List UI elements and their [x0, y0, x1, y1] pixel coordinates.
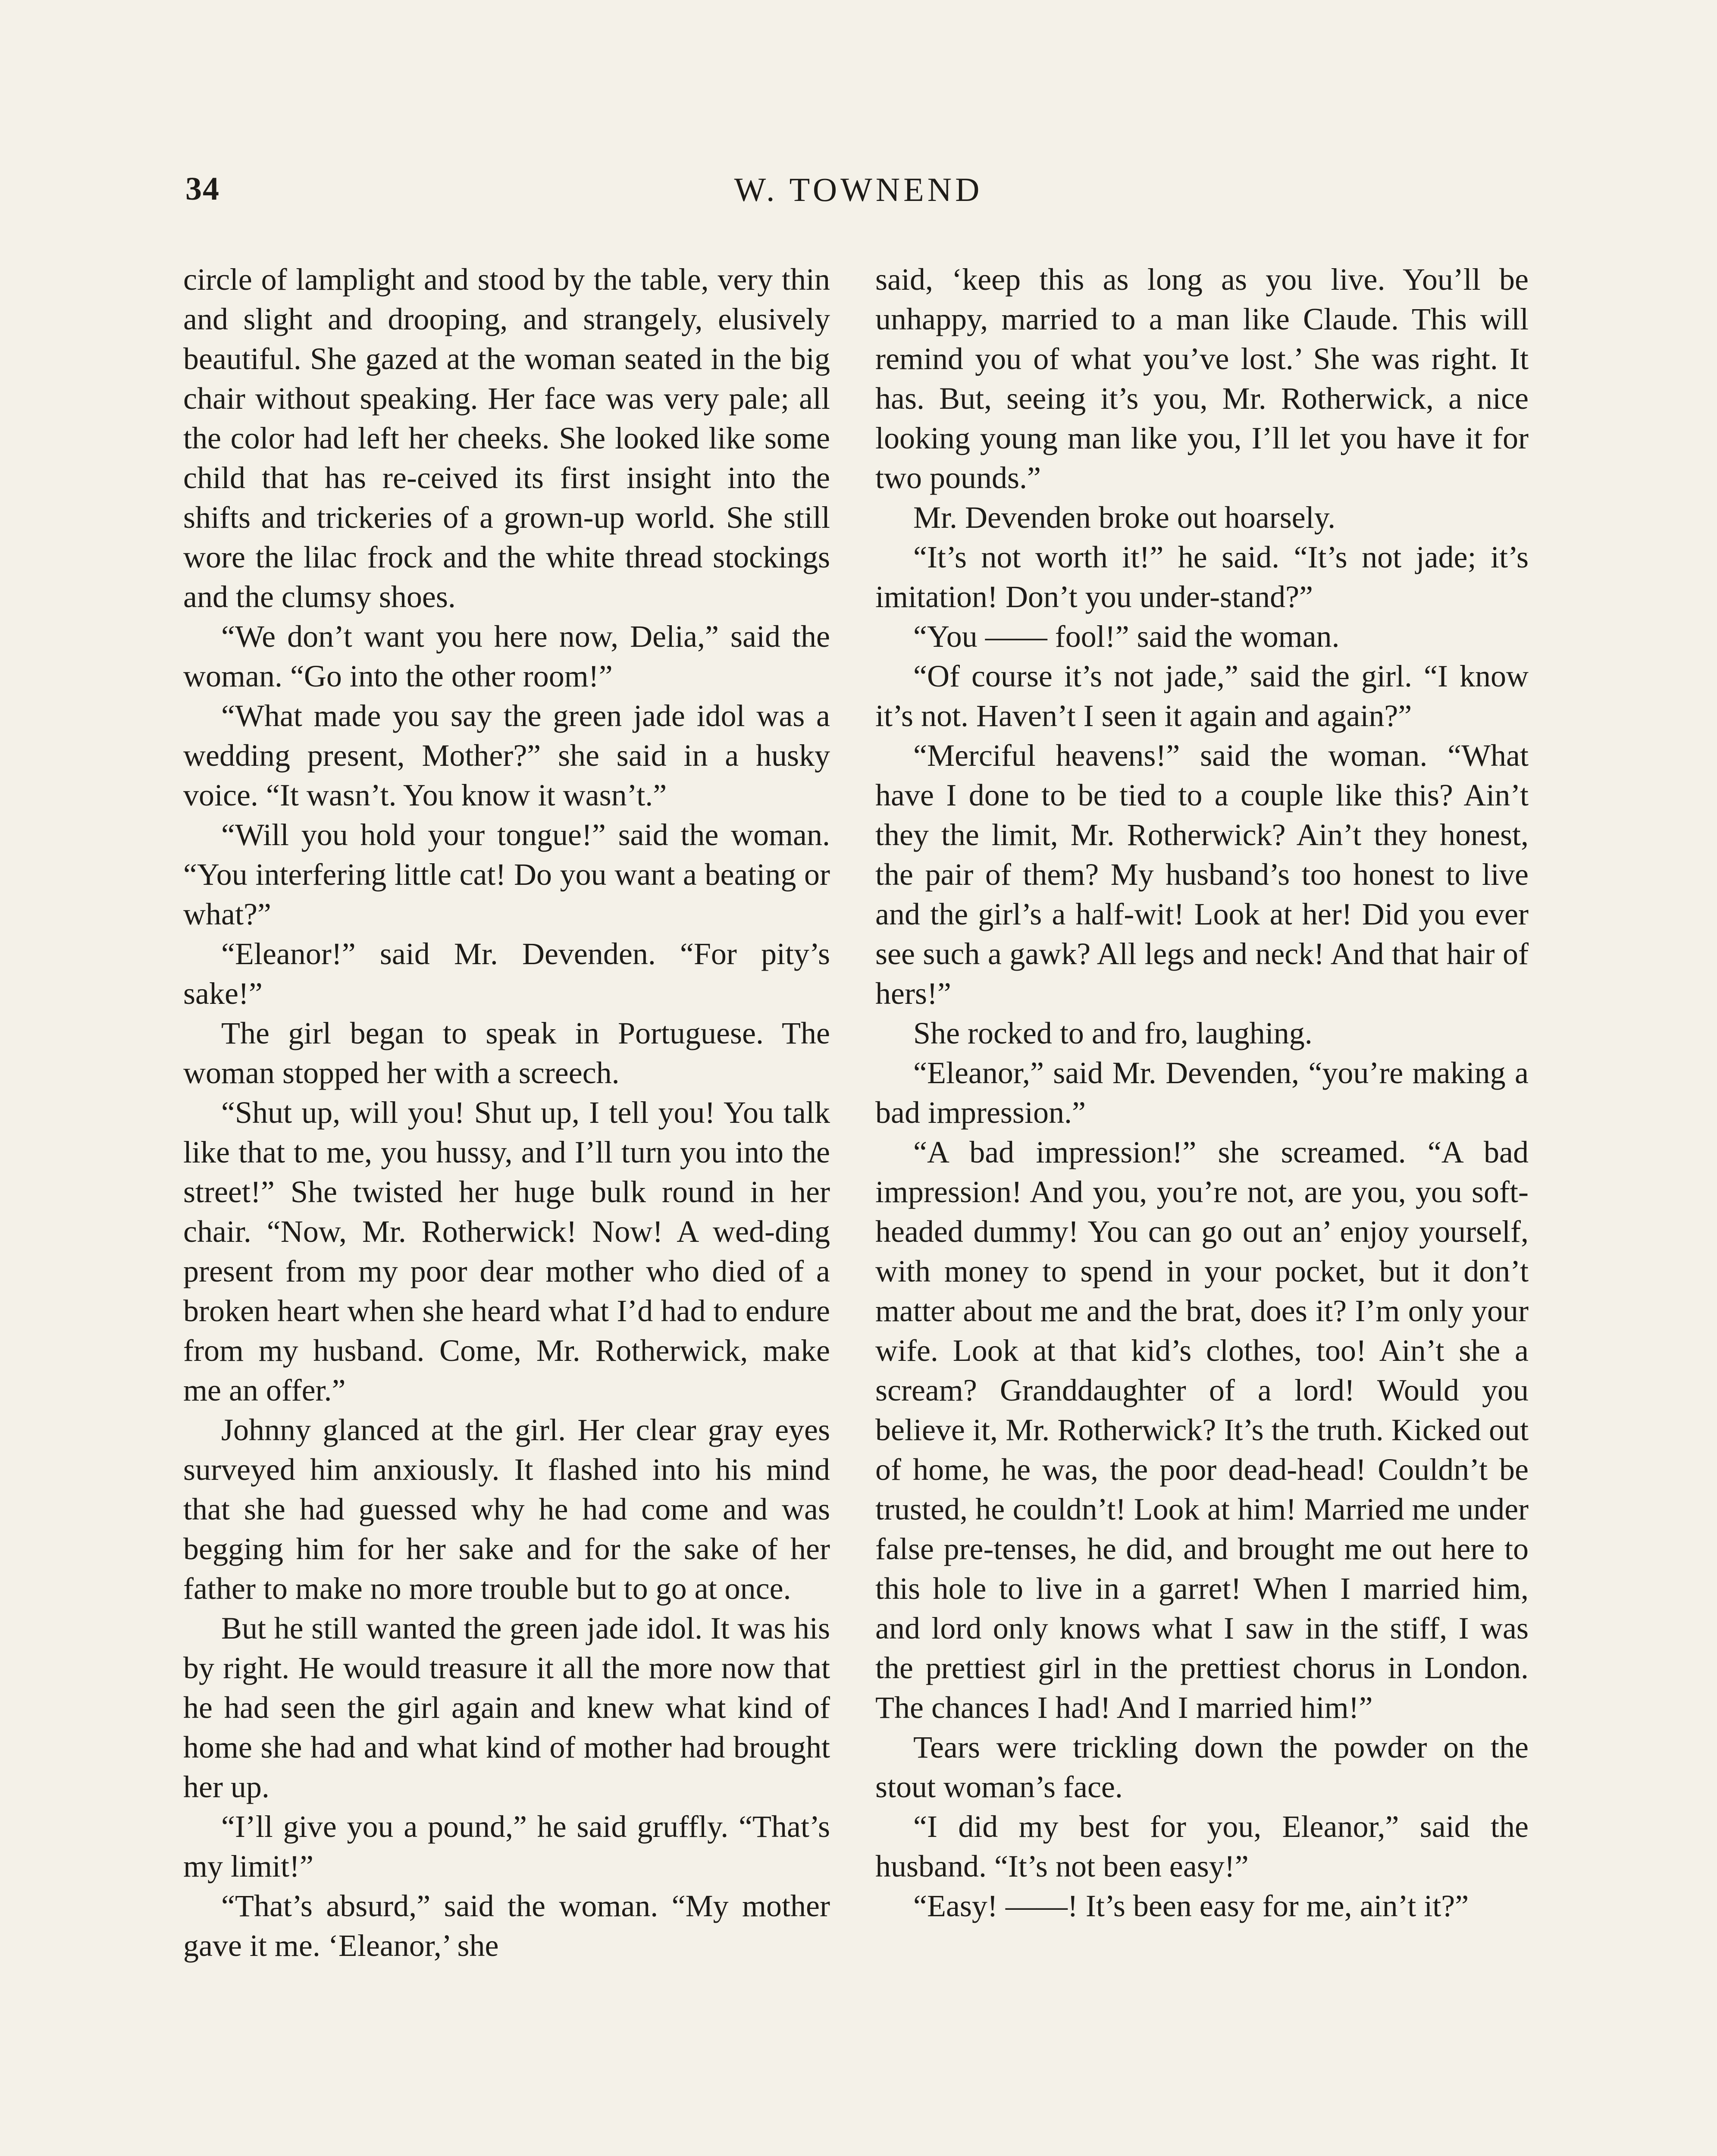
paragraph: “Will you hold your tongue!” said the woman. “You interfering little cat! Do you want a beating or what?” — [183, 818, 830, 931]
right-text-column — [875, 260, 1529, 1926]
paragraph: She rocked to and fro, laughing. — [913, 1016, 1313, 1050]
paragraph: “Shut up, will you! Shut up, I tell you! You talk like that to me, you hussy, and I’ll turn you into the street!” She twisted her huge bulk round in her chair. “Now, Mr. Rotherwick! Now! A wed-ding present from my poor dear mother who died of a broken heart when she heard what I’d had to endure from my husband. Come, Mr. Rotherwick, make me an offer.” — [183, 1095, 830, 1407]
paragraph: “Of course it’s not jade,” said the girl. “I know it’s not. Haven’t I seen it again and again?” — [875, 659, 1529, 733]
page-header — [185, 170, 1532, 222]
left-text-column — [183, 260, 830, 1965]
paragraph: “That’s absurd,” said the woman. “My mother gave it me. ‘Eleanor,’ she — [183, 1889, 830, 1963]
paragraph: “I’ll give you a pound,” he said gruffly. “That’s my limit!” — [183, 1809, 830, 1883]
paragraph: But he still wanted the green jade idol. It was his by right. He would treasure it all the more now that he had seen the girl again and knew what kind of home she had and what kind of mother had brought her up. — [183, 1611, 830, 1804]
paragraph: “Merciful heavens!” said the woman. “What have I done to be tied to a couple like this? Ain’t they the limit, Mr. Rotherwick? Ain’t they honest, the pair of them? My husband’s too honest to live and the girl’s a half-wit! Look at her! Did you ever see such a gawk? All legs and neck! And that hair of hers!” — [875, 738, 1529, 1011]
paragraph: Johnny glanced at the girl. Her clear gray eyes surveyed him anxiously. It flashed into his mind that she had guessed why he had come and was begging him for her sake and for the sake of her father to make no more trouble but to go at once. — [183, 1413, 830, 1606]
paragraph: “Eleanor,” said Mr. Devenden, “you’re making a bad impression.” — [875, 1056, 1529, 1130]
paragraph: circle of lamplight and stood by the table, very thin and slight and drooping, and strangely, elusively beautiful. She gazed at the woman seated in the big chair without speaking. Her face was very pale; all the color had left her cheeks. She looked like some child that has re-ceived its first insight into the shifts and trickeries of a grown-up world. She still wore the lilac frock and the white thread stockings and the clumsy shoes. — [183, 262, 830, 614]
paragraph: Tears were trickling down the powder on the stout woman’s face. — [875, 1730, 1529, 1804]
paragraph: said, ‘keep this as long as you live. You’ll be unhappy, married to a man like Claude. This will remind you of what you’ve lost.’ She was right. It has. But, seeing it’s you, Mr. Rotherwick, a nice looking young man like you, I’ll let you have it for two pounds.” — [875, 262, 1529, 495]
paragraph: “What made you say the green jade idol was a wedding present, Mother?” she said in a husky voice. “It wasn’t. You know it wasn’t.” — [183, 699, 830, 812]
paragraph: The girl began to speak in Portuguese. The woman stopped her with a screech. — [183, 1016, 830, 1090]
paragraph: Mr. Devenden broke out hoarsely. — [913, 500, 1336, 535]
paragraph: “You —— fool!” said the woman. — [913, 619, 1340, 654]
paragraph: “It’s not worth it!” he said. “It’s not jade; it’s imitation! Don’t you under-stand?” — [875, 540, 1529, 614]
page-number: 34 — [185, 171, 220, 207]
paragraph: “Eleanor!” said Mr. Devenden. “For pity’s sake!” — [183, 937, 830, 1011]
paragraph: “Easy! ——! It’s been easy for me, ain’t it?” — [913, 1889, 1469, 1923]
paragraph: “I did my best for you, Eleanor,” said the husband. “It’s not been easy!” — [875, 1809, 1529, 1883]
paragraph: “A bad impression!” she screamed. “A bad impression! And you, you’re not, are you, you soft-headed dummy! You can go out an’ enjoy yourself, with money to spend in your pocket, but it don’t matter about me and the brat, does it? I’m only your wife. Look at that kid’s clothes, too! Ain’t she a scream? Granddaughter of a lord! Would you believe it, Mr. Rotherwick? It’s the truth. Kicked out of home, he was, the poor dead-head! Couldn’t be trusted, he couldn’t! Look at him! Married me under false pre-tenses, he did, and brought me out here to this hole to live in a garret! When I married him, and lord only knows what I saw in the stiff, I was the prettiest girl in the prettiest chorus in London. The chances I had! And I married him!” — [875, 1135, 1529, 1725]
paragraph: “We don’t want you here now, Delia,” said the woman. “Go into the other room!” — [183, 619, 830, 693]
running-head: W. TOWNEND — [734, 171, 983, 208]
